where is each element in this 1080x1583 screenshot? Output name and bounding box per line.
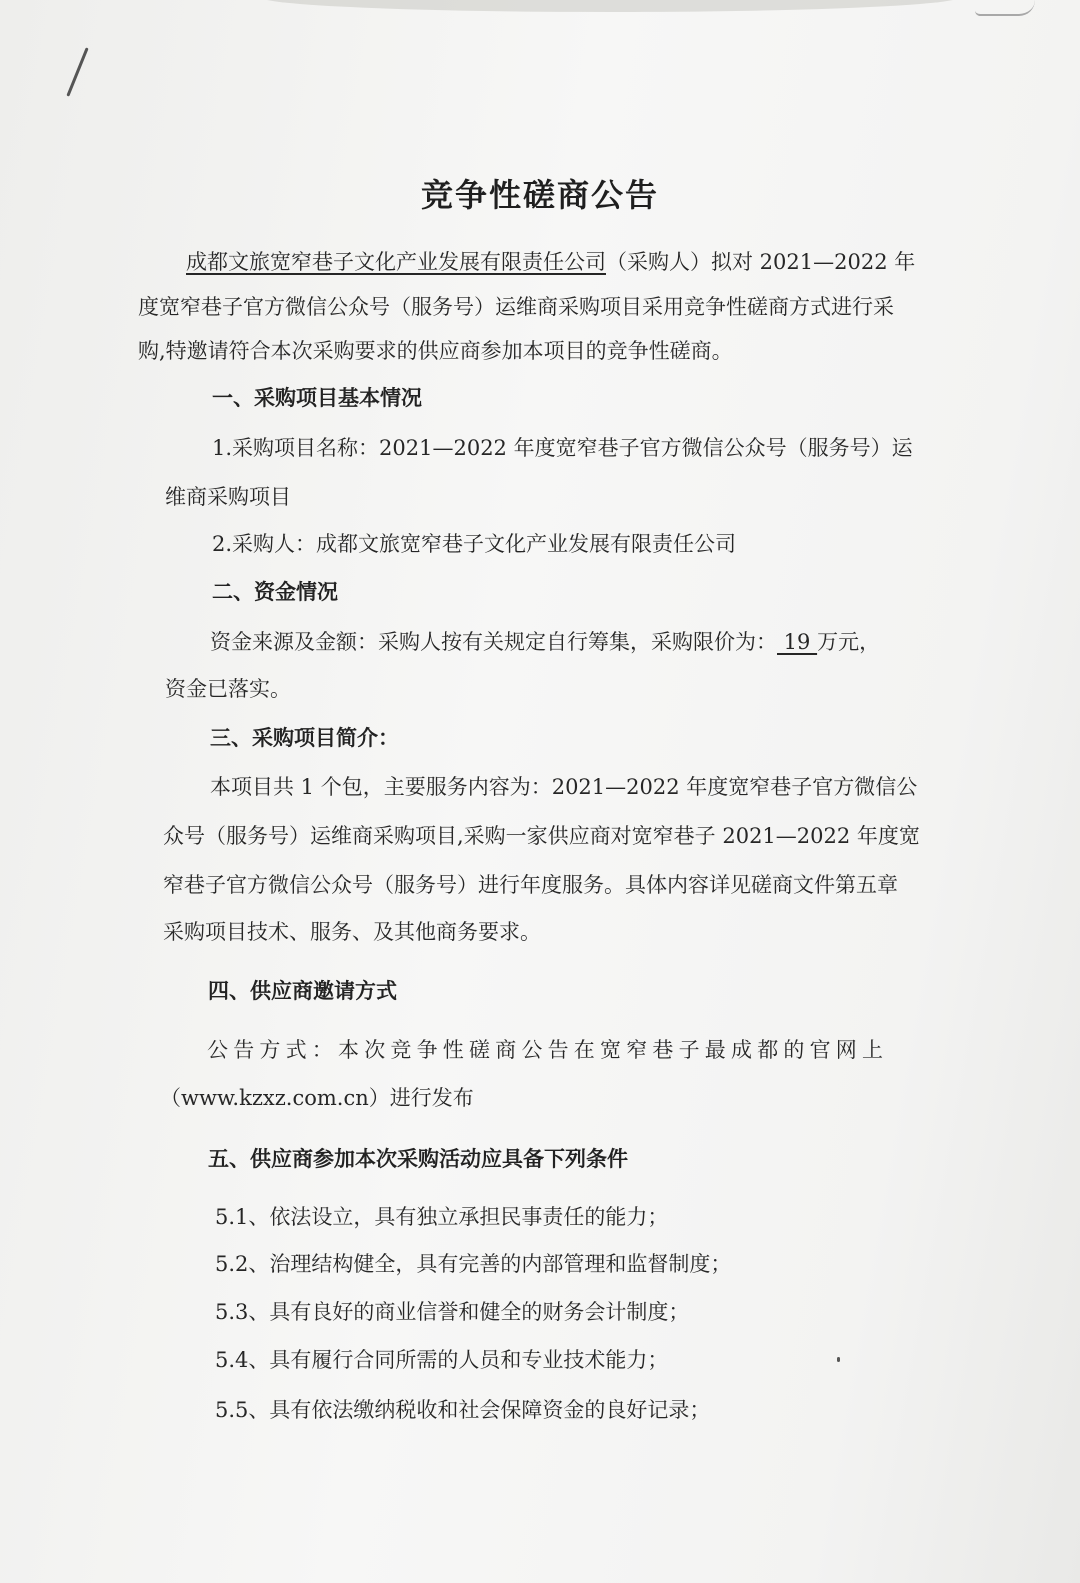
section-4-line-1: 公告方式：本次竞争性磋商公告在宽窄巷子最成都的官网上	[207, 1038, 889, 1062]
section-1-item-1-line-1: 1.采购项目名称：2021—2022 年度宽窄巷子官方微信公众号（服务号）运	[212, 436, 913, 460]
section-5-heading: 五、供应商参加本次采购活动应具备下列条件	[208, 1146, 628, 1171]
buyer-name: 成都文旅宽窄巷子文化产业发展有限责任公司	[186, 250, 606, 274]
intro-line-1-rest: （采购人）拟对 2021—2022 年	[606, 250, 916, 274]
intro-line-1	[186, 252, 915, 273]
section-3-line-1: 本项目共 1 个包，主要服务内容为：2021—2022 年度宽窄巷子官方微信公	[210, 775, 918, 799]
section-1-heading: 一、采购项目基本情况	[212, 385, 422, 410]
section-1-item-1-line-2: 维商采购项目	[165, 485, 291, 509]
section-1-item-2: 2.采购人：成都文旅宽窄巷子文化产业发展有限责任公司	[212, 532, 737, 556]
section-2-heading: 二、资金情况	[212, 579, 338, 604]
section-3-line-3: 窄巷子官方微信公众号（服务号）进行年度服务。具体内容详见磋商文件第五章	[163, 873, 898, 897]
ink-dot	[837, 1357, 840, 1362]
price-limit-amount: 19	[777, 630, 818, 654]
document-title: 竞争性磋商公告	[420, 176, 659, 214]
section-4-heading: 四、供应商邀请方式	[208, 978, 397, 1003]
intro-line-3: 购,特邀请符合本次采购要求的供应商参加本项目的竞争性磋商。	[138, 339, 733, 363]
condition-item: 5.1、依法设立，具有独立承担民事责任的能力；	[215, 1205, 669, 1229]
corner-scribble	[975, 0, 1035, 16]
intro-line-2: 度宽窄巷子官方微信公众号（服务号）运维商采购项目采用竞争性磋商方式进行采	[138, 295, 894, 319]
section-3-line-2: 众号（服务号）运维商采购项目,采购一家供应商对宽窄巷子 2021—2022 年度宽	[163, 824, 920, 848]
section-2-line-1	[210, 632, 880, 653]
condition-item: 5.3、具有良好的商业信誉和健全的财务会计制度；	[215, 1300, 690, 1324]
funding-text: 资金来源及金额：采购人按有关规定自行筹集，采购限价为：	[210, 630, 777, 654]
section-3-line-4: 采购项目技术、服务、及其他商务要求。	[163, 920, 541, 944]
section-2-line-2: 资金已落实。	[165, 677, 291, 701]
section-3-heading: 三、采购项目简介：	[210, 725, 399, 750]
funding-unit: 万元，	[817, 630, 881, 654]
section-4-line-2: （www.kzxz.com.cn）进行发布	[160, 1086, 474, 1110]
condition-item: 5.4、具有履行合同所需的人员和专业技术能力；	[215, 1348, 669, 1372]
condition-item: 5.2、治理结构健全，具有完善的内部管理和监督制度；	[215, 1252, 732, 1276]
condition-item: 5.5、具有依法缴纳税收和社会保障资金的良好记录；	[215, 1398, 711, 1422]
